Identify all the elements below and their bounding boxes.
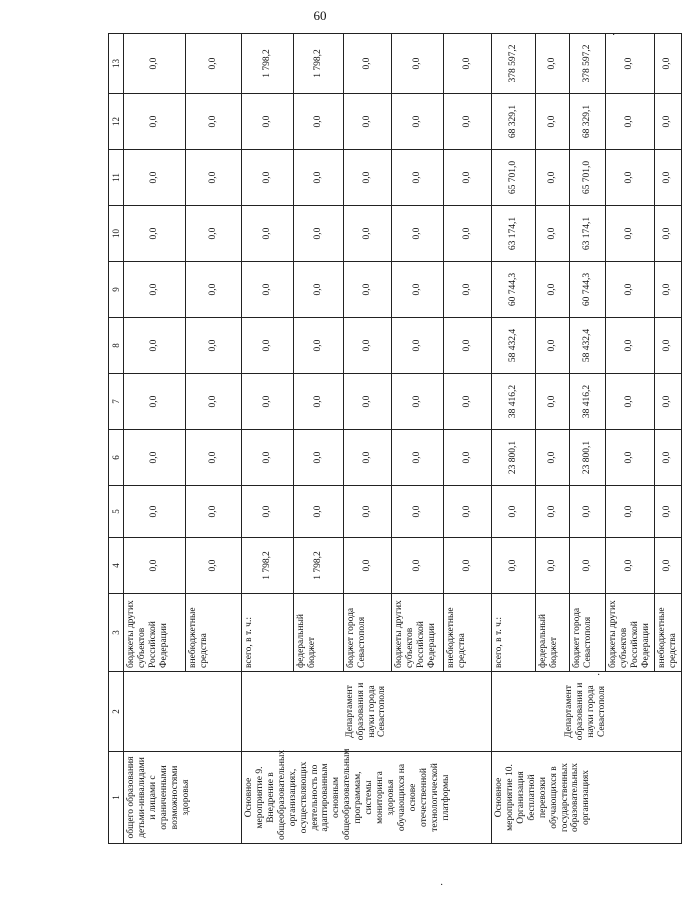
amount-cell: 378 597,2 (570, 34, 606, 94)
amount-cell: 0,0 (392, 486, 444, 538)
activity-name-cell: Основное мероприятие 9. Внедрение в общеобразовательных организациях, осуществляющих деятельность по адаптированным основным общеобразовательным программам, системы мониторинга здоровья обучающихся на основе отечественной технологической платформы (242, 752, 492, 844)
amount-cell: 0,0 (606, 538, 655, 594)
column-header-10: 10 (109, 206, 124, 262)
header-row (109, 34, 124, 844)
amount-cell: 1 798,2 (294, 538, 344, 594)
amount-cell: 63 174,1 (570, 206, 606, 262)
amount-cell: 0,0 (444, 150, 492, 206)
amount-cell: 68 329,1 (492, 94, 536, 150)
table-body (109, 34, 682, 844)
funding-source-cell: бюджеты других субъектов Российской Федерации (606, 594, 655, 672)
amount-cell: 0,0 (392, 94, 444, 150)
amount-cell: 0,0 (536, 538, 570, 594)
amount-cell: 0,0 (124, 318, 186, 374)
amount-cell: 0,0 (444, 318, 492, 374)
amount-cell: 0,0 (444, 374, 492, 430)
amount-cell: 0,0 (242, 150, 294, 206)
activity-name-cell: общего образования детьми-инвалидами и лицами с ограниченными возможностями здоровья (124, 752, 242, 844)
amount-cell: 0,0 (242, 206, 294, 262)
amount-cell: 0,0 (294, 206, 344, 262)
amount-cell: 65 701,0 (570, 150, 606, 206)
amount-cell: 1 798,2 (294, 34, 344, 94)
activity-name-cell: Основное мероприятие 10. Организация бесплатной перевозки обучающихся в государственных образовательных организациях (492, 752, 682, 844)
amount-cell: 0,0 (536, 34, 570, 94)
amount-cell: 60 744,3 (492, 262, 536, 318)
amount-cell: 0,0 (444, 262, 492, 318)
amount-cell: 0,0 (344, 206, 392, 262)
amount-cell: 0,0 (536, 318, 570, 374)
funding-source-cell: бюджеты других субъектов Российской Федерации (124, 594, 186, 672)
amount-cell: 0,0 (392, 538, 444, 594)
amount-cell: 0,0 (606, 94, 655, 150)
amount-cell: 1 798,2 (242, 34, 294, 94)
table-row (124, 34, 186, 844)
amount-cell: 0,0 (242, 486, 294, 538)
amount-cell: 0,0 (606, 206, 655, 262)
column-header-4: 4 (109, 538, 124, 594)
amount-cell: 68 329,1 (570, 94, 606, 150)
amount-cell: 0,0 (606, 262, 655, 318)
amount-cell: 0,0 (654, 318, 681, 374)
rotated-table-area (108, 34, 678, 844)
executor-cell: Департамент образования и науки города Севастополя (242, 672, 492, 752)
amount-cell: 0,0 (536, 262, 570, 318)
scan-mark: · (597, 670, 601, 681)
amount-cell: 0,0 (344, 538, 392, 594)
amount-cell: 0,0 (606, 150, 655, 206)
amount-cell: 38 416,2 (570, 374, 606, 430)
amount-cell: 0,0 (294, 374, 344, 430)
amount-cell: 38 416,2 (492, 374, 536, 430)
amount-cell: 1 798,2 (242, 538, 294, 594)
column-header-8: 8 (109, 318, 124, 374)
amount-cell: 0,0 (536, 430, 570, 486)
amount-cell: 0,0 (344, 34, 392, 94)
amount-cell: 0,0 (186, 262, 242, 318)
amount-cell: 0,0 (570, 538, 606, 594)
column-header-3: 3 (109, 594, 124, 672)
amount-cell: 0,0 (492, 538, 536, 594)
amount-cell: 0,0 (536, 150, 570, 206)
amount-cell: 0,0 (536, 206, 570, 262)
amount-cell: 0,0 (186, 318, 242, 374)
amount-cell: 0,0 (294, 318, 344, 374)
column-header-11: 11 (109, 150, 124, 206)
amount-cell: 0,0 (242, 318, 294, 374)
amount-cell: 0,0 (606, 430, 655, 486)
amount-cell: 0,0 (654, 34, 681, 94)
amount-cell: 65 701,0 (492, 150, 536, 206)
amount-cell: 0,0 (124, 206, 186, 262)
amount-cell: 0,0 (242, 374, 294, 430)
amount-cell: 0,0 (242, 94, 294, 150)
amount-cell: 0,0 (344, 430, 392, 486)
amount-cell: 0,0 (344, 486, 392, 538)
amount-cell: 23 800,1 (570, 430, 606, 486)
amount-cell: 378 597,2 (492, 34, 536, 94)
amount-cell: 0,0 (392, 150, 444, 206)
amount-cell: 0,0 (392, 262, 444, 318)
table-rotator (108, 34, 678, 844)
amount-cell: 0,0 (294, 486, 344, 538)
amount-cell: 0,0 (294, 94, 344, 150)
executor-cell (124, 672, 242, 752)
column-header-13: 13 (109, 34, 124, 94)
amount-cell: 0,0 (654, 538, 681, 594)
amount-cell: 0,0 (186, 486, 242, 538)
column-header-1: 1 (109, 752, 124, 844)
amount-cell: 0,0 (344, 94, 392, 150)
amount-cell: 0,0 (392, 206, 444, 262)
funding-source-cell: всего, в т. ч.: (242, 594, 294, 672)
amount-cell: 0,0 (186, 538, 242, 594)
funding-source-cell: бюджеты других субъектов Российской Федерации (392, 594, 444, 672)
funding-source-cell: внебюджетные средства (444, 594, 492, 672)
amount-cell: 0,0 (344, 262, 392, 318)
amount-cell: 0,0 (444, 538, 492, 594)
amount-cell: 0,0 (606, 34, 655, 94)
funding-source-cell: внебюджетные средства (654, 594, 681, 672)
amount-cell: 23 800,1 (492, 430, 536, 486)
scan-mark: · (440, 880, 444, 891)
amount-cell: 0,0 (186, 430, 242, 486)
table-row (242, 34, 294, 844)
amount-cell: 0,0 (186, 150, 242, 206)
amount-cell: 0,0 (536, 94, 570, 150)
column-header-12: 12 (109, 94, 124, 150)
amount-cell: 0,0 (392, 430, 444, 486)
column-header-5: 5 (109, 486, 124, 538)
amount-cell: 0,0 (654, 374, 681, 430)
amount-cell: 0,0 (392, 374, 444, 430)
amount-cell: 0,0 (124, 94, 186, 150)
column-header-6: 6 (109, 430, 124, 486)
amount-cell: 0,0 (444, 94, 492, 150)
amount-cell: 0,0 (186, 374, 242, 430)
amount-cell: 0,0 (186, 34, 242, 94)
amount-cell: 0,0 (444, 34, 492, 94)
amount-cell: 0,0 (444, 430, 492, 486)
amount-cell: 0,0 (536, 486, 570, 538)
column-header-9: 9 (109, 262, 124, 318)
amount-cell: 63 174,1 (492, 206, 536, 262)
amount-cell: 0,0 (606, 374, 655, 430)
amount-cell: 0,0 (606, 486, 655, 538)
funding-source-cell: федеральный бюджет (536, 594, 570, 672)
amount-cell: 0,0 (392, 34, 444, 94)
amount-cell: 0,0 (654, 486, 681, 538)
amount-cell: 0,0 (124, 34, 186, 94)
column-header-7: 7 (109, 374, 124, 430)
scan-mark: · (612, 30, 616, 41)
amount-cell: 0,0 (344, 150, 392, 206)
page-number: 60 (313, 8, 327, 23)
amount-cell: 0,0 (606, 318, 655, 374)
budget-table (108, 33, 682, 844)
funding-source-cell: внебюджетные средства (186, 594, 242, 672)
amount-cell: 0,0 (124, 486, 186, 538)
amount-cell: 0,0 (294, 430, 344, 486)
amount-cell: 0,0 (294, 150, 344, 206)
amount-cell: 0,0 (444, 206, 492, 262)
amount-cell: 58 432,4 (492, 318, 536, 374)
amount-cell: 0,0 (186, 206, 242, 262)
amount-cell: 0,0 (492, 486, 536, 538)
amount-cell: 0,0 (242, 430, 294, 486)
amount-cell: 0,0 (186, 94, 242, 150)
amount-cell: 0,0 (344, 374, 392, 430)
amount-cell: 0,0 (654, 150, 681, 206)
amount-cell: 0,0 (294, 262, 344, 318)
amount-cell: 0,0 (654, 262, 681, 318)
amount-cell: 0,0 (570, 486, 606, 538)
amount-cell: 0,0 (654, 206, 681, 262)
funding-source-cell: федеральный бюджет (294, 594, 344, 672)
funding-source-cell: бюджет города Севастополя (570, 594, 606, 672)
amount-cell: 0,0 (654, 94, 681, 150)
amount-cell: 0,0 (124, 150, 186, 206)
amount-cell: 0,0 (392, 318, 444, 374)
amount-cell: 58 432,4 (570, 318, 606, 374)
amount-cell: 0,0 (124, 430, 186, 486)
amount-cell: 0,0 (124, 374, 186, 430)
funding-source-cell: бюджет города Севастополя (344, 594, 392, 672)
amount-cell: 60 744,3 (570, 262, 606, 318)
amount-cell: 0,0 (536, 374, 570, 430)
funding-source-cell: всего, в т. ч.: (492, 594, 536, 672)
amount-cell: 0,0 (124, 538, 186, 594)
amount-cell: 0,0 (242, 262, 294, 318)
column-header-2: 2 (109, 672, 124, 752)
amount-cell: 0,0 (654, 430, 681, 486)
table-row (492, 34, 536, 844)
amount-cell: 0,0 (124, 262, 186, 318)
executor-cell: Департамент образования и науки города Севастополя (492, 672, 682, 752)
amount-cell: 0,0 (344, 318, 392, 374)
amount-cell: 0,0 (444, 486, 492, 538)
